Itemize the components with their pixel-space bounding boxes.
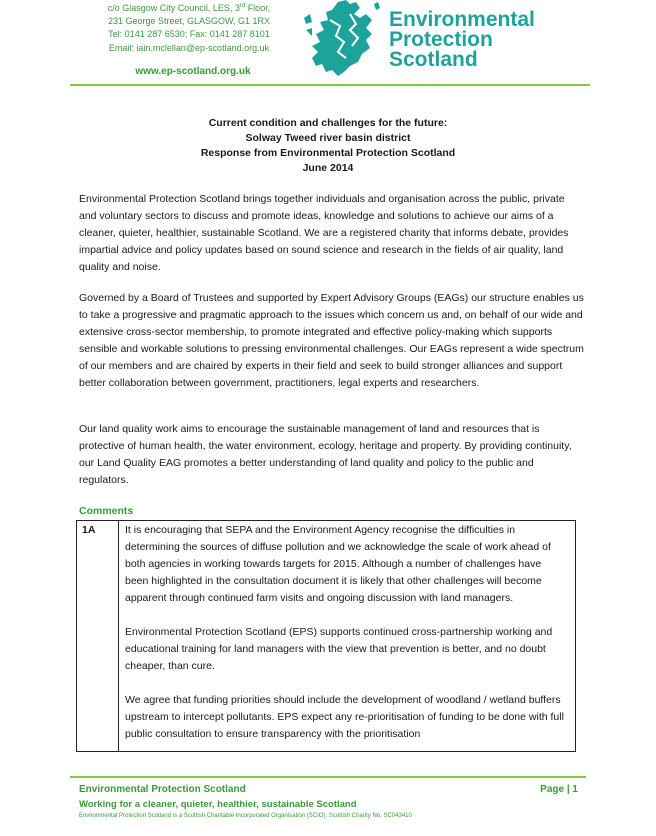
comment-table	[76, 520, 576, 752]
land-quality-paragraph: Our land quality work aims to encourage the sustainable management of land and resources that is protective of human health, the water environment, ecology, heritage and property. By providing continuity, our Land Quality EAG promotes a better understanding of land quality and policy to the public and regulators.	[79, 423, 572, 486]
logo-wordmark	[389, 10, 535, 70]
footer-organisation: Environmental Protection Scotland	[79, 784, 246, 795]
intro-paragraph: Environmental Protection Scotland brings together individuals and organisation across the public, private and voluntary sectors to discuss and promote ideas, knowledge and solutions to achieve our aims of a cleaner, quieter, healthier, sustainable Scotland. We are a registered charity that informs debate, provides impartial advice and policy updates based on sound science and research in the fields of air quality, land quality and noise.	[79, 193, 569, 273]
comment-paragraph-2: Environmental Protection Scotland (EPS) supports continued cross-partnership working and educational training for land managers with the view that prevention is better, and no doubt cheaper, than cure.	[125, 626, 553, 672]
logo-line-3: Scotland	[389, 48, 478, 71]
title-line-3: Response from Environmental Protection Scotland	[200, 147, 456, 159]
comments-heading: Comments	[79, 505, 134, 517]
title-line-2: Solway Tweed river basin district	[245, 132, 411, 144]
comment-body	[125, 522, 565, 752]
footer-slogan: Working for a cleaner, quieter, healthier, sustainable Scotland	[79, 799, 357, 810]
scotland-map-logo-icon	[300, 0, 384, 76]
governance-paragraph: Governed by a Board of Trustees and supported by Expert Advisory Groups (EAGs) our structure enables us to take a progressive and pragmatic approach to the issues which concern us and, on behalf of our wide and extensive cross-sector membership, to promote integrated and effective policy-making which supports sensible and workable solutions to pressing environmental challenges. Our EAGs represent a wide spectrum of our members and are chaired by experts in their field and seek to build stronger alliances and support better collaboration between government, practitioners, legal experts and researchers.	[79, 292, 584, 389]
footer-divider	[70, 776, 586, 778]
comment-paragraph-1: It is encouraging that SEPA and the Environment Agency recognise the difficulties in determining the sources of diffuse pollution and we acknowledge the scale of work ahead of both agencies in working towards targets for 2015. Although a number of challenges have been highlighted in the consultation document it is likely that other challenges will become apparent through continued farm visits and ongoing discussion with land managers.	[125, 524, 551, 604]
comment-label: 1A	[77, 521, 119, 751]
comment-paragraph-3: We agree that funding priorities should include the development of woodland / wetland buffers upstream to intercept pollutants. EPS expect any re-prioritisation of funding to be done with full public consultation to ensure transparency with the prioritisation	[125, 694, 564, 740]
document-title	[70, 116, 586, 176]
website-link[interactable]: www.ep-scotland.org.uk	[135, 66, 251, 77]
logo-line-2: Protection	[389, 28, 493, 51]
header-divider	[70, 84, 590, 86]
title-line-1: Current condition and challenges for the future:	[208, 117, 448, 129]
charity-notice: Environmental Protection Scotland is a Scottish Charitable Incorporated Organisation (SCIO). Scottish Charity No. SC043410	[79, 813, 412, 819]
address-line-2: 231 George Street, GLASGOW, G1 1RX	[107, 16, 271, 27]
logo-line-1: Environmental	[389, 8, 535, 31]
address-line-4: Email: iain.mclellan@ep-scotland.org.uk	[108, 42, 270, 53]
address-line-1: c/o Glasgow City Council, LES, 3rd Floor,	[107, 3, 271, 13]
page-number: Page | 1	[540, 784, 578, 795]
title-line-4: June 2014	[302, 162, 354, 174]
header-address	[84, 0, 294, 55]
address-line-3: Tel: 0141 287 6530; Fax: 0141 287 8101	[108, 29, 270, 40]
